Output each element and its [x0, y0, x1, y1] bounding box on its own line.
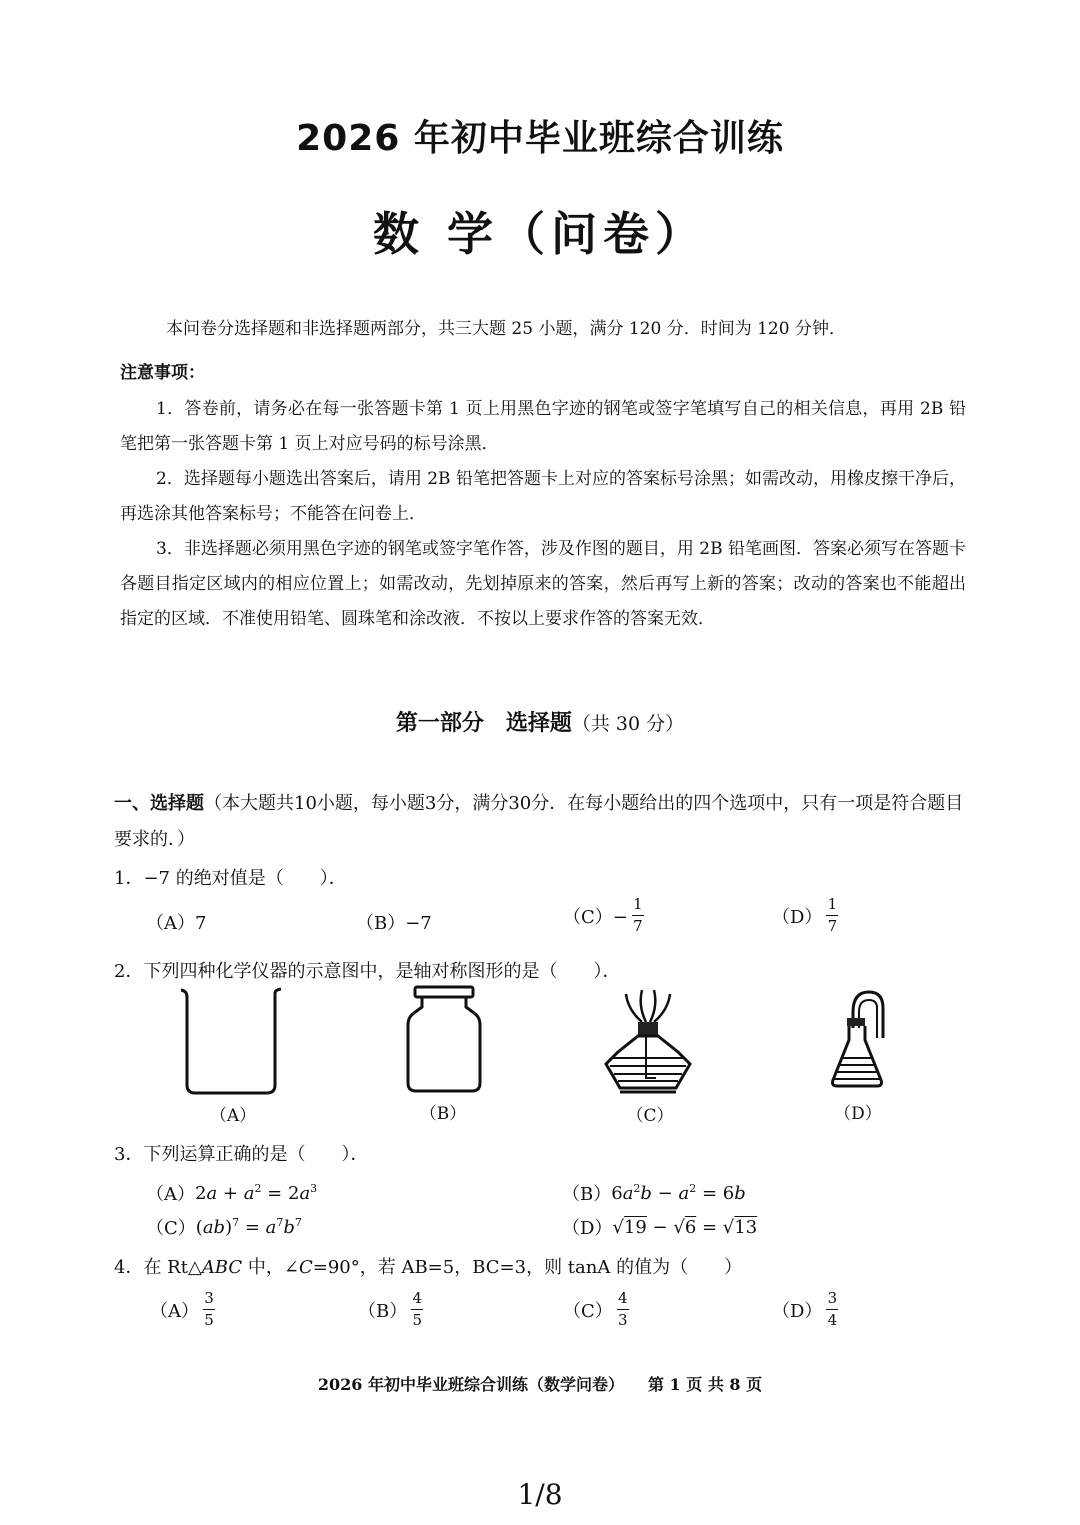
q4-stem [114, 1253, 742, 1279]
notice-item-1: 1．答卷前，请务必在每一张答题卡第 1 页上用黑色字迹的钢笔或签字笔填写自己的相关信息，再用 2B 铅笔把第一张答题卡第 1 页上对应号码的标号涂黑． [120, 399, 966, 454]
denominator: 3 [618, 1311, 628, 1329]
numerator: 4 [618, 1289, 628, 1307]
q4-option-d-label: （D） [772, 1300, 823, 1322]
q2-stem: 2．下列四种化学仪器的示意图中，是轴对称图形的是（ ）． [114, 961, 621, 982]
denominator: 7 [633, 917, 643, 935]
q3-option-b-label: （B） [562, 1184, 612, 1205]
math-expression: $2a + a^2 = 2a^3$ [195, 1182, 318, 1204]
q1-option-a: （A）7 [146, 913, 207, 934]
reagent-bottle-icon [400, 983, 490, 1098]
q4-option-a-label: （A） [150, 1300, 199, 1322]
q2-caption-d: （D） [834, 1104, 882, 1124]
subject-title: 数 学（问卷） [372, 207, 707, 261]
part1-subtitle: （共 30 分） [571, 713, 685, 735]
q3-option-d-label: （D） [562, 1218, 613, 1239]
notice-heading: 注意事项： [120, 363, 205, 383]
q1-option-c [563, 896, 644, 935]
q2-caption-b: （B） [419, 1104, 467, 1124]
notice-item-3: 3．非选择题必须用黑色字迹的钢笔或签字笔作答，涉及作图的题目，用 2B 铅笔画图．答案必须写在答题卡各题目指定区域内的相应位置上；如需改动，先划掉原来的答案，然后再写上新的答案；改动的答案也不能超出指定的区域．不准使用铅笔、圆珠笔和涂改液．不按以上要求作答的答案无效． [120, 539, 966, 629]
q4-angle-vertex: C [298, 1257, 313, 1278]
numerator: 1 [633, 895, 643, 913]
fraction [203, 1290, 215, 1329]
intro-text: 本问卷分选择题和非选择题两部分，共三大题 25 小题，满分 120 分．时间为 120 分钟． [166, 319, 846, 339]
notice-item-2: 2．选择题每小题选出答案后，请用 2B 铅笔把答题卡上对应的答案标号涂黑；如需改动，用橡皮擦干净后，再选涂其他答案标号；不能答在问卷上． [120, 469, 966, 524]
math-expression: $(ab)^7 = a^7b^7$ [195, 1216, 302, 1238]
q3-option-a [146, 1180, 317, 1206]
numerator: 3 [827, 1289, 838, 1307]
q4-option-c-label: （C） [563, 1300, 613, 1322]
q3-stem: 3．下列运算正确的是（ ）． [114, 1144, 369, 1165]
q2-caption-a: （A） [209, 1106, 257, 1126]
q4-option-d [772, 1290, 838, 1329]
fraction [826, 1290, 838, 1329]
fraction [632, 896, 644, 935]
part1-heading [0, 706, 1080, 737]
section1-heading [114, 786, 964, 858]
q4-stem-mid: 中，∠ [242, 1257, 299, 1278]
numerator: 1 [827, 895, 838, 913]
page-footer: 2026 年初中毕业班综合训练（数学问卷） 第 1 页 共 8 页 [317, 1375, 763, 1394]
fraction [617, 1290, 629, 1329]
q1-option-b: （B）−7 [356, 913, 432, 934]
beaker-icon [175, 985, 290, 1100]
denominator: 5 [204, 1311, 214, 1329]
q4-option-b-label: （B） [358, 1300, 408, 1322]
fraction [411, 1290, 423, 1329]
section1-desc: （本大题共10小题，每小题3分，满分30分．在每小题给出的四个选项中，只有一项是符合题目要求的．） [114, 793, 964, 850]
math-expression: $6a^2b - a^2 = 6b$ [611, 1182, 746, 1204]
q1-stem: 1．−7 的绝对值是（ ）． [114, 868, 347, 889]
q1-option-d [772, 896, 838, 935]
q4-stem-prefix: 4．在 Rt△ [114, 1257, 202, 1278]
part1-title: 第一部分 选择题 [395, 711, 572, 736]
numerator: 4 [412, 1289, 422, 1307]
section1-label: 一、选择题 [114, 793, 204, 814]
q4-stem-rest: =90°，若 AB=5，BC=3，则 tanA 的值为（ ） [312, 1257, 743, 1278]
page-indicator: 1/8 [517, 1478, 563, 1511]
alcohol-lamp-icon [598, 988, 698, 1098]
q4-triangle-name: ABC [201, 1257, 243, 1278]
exam-title: 2026 年初中毕业班综合训练 [296, 118, 784, 159]
q3-option-d [562, 1214, 757, 1240]
numerator: 3 [204, 1289, 214, 1307]
q3-option-a-label: （A） [146, 1184, 195, 1205]
denominator: 7 [827, 917, 838, 935]
q3-option-c-label: （C） [146, 1218, 196, 1239]
q2-caption-c: （C） [626, 1106, 674, 1126]
q4-option-b [358, 1290, 423, 1329]
q4-option-c [563, 1290, 629, 1329]
fraction [826, 896, 838, 935]
flask-icon [825, 988, 895, 1093]
denominator: 4 [827, 1311, 838, 1329]
denominator: 5 [412, 1311, 422, 1329]
math-expression: √19 − √6 = √13 [612, 1216, 758, 1238]
q1-option-c-label: （C）− [563, 906, 628, 928]
q4-option-a [150, 1290, 215, 1329]
q1-option-d-label: （D） [772, 906, 823, 928]
q3-option-b [562, 1180, 746, 1206]
q3-option-c [146, 1214, 302, 1240]
